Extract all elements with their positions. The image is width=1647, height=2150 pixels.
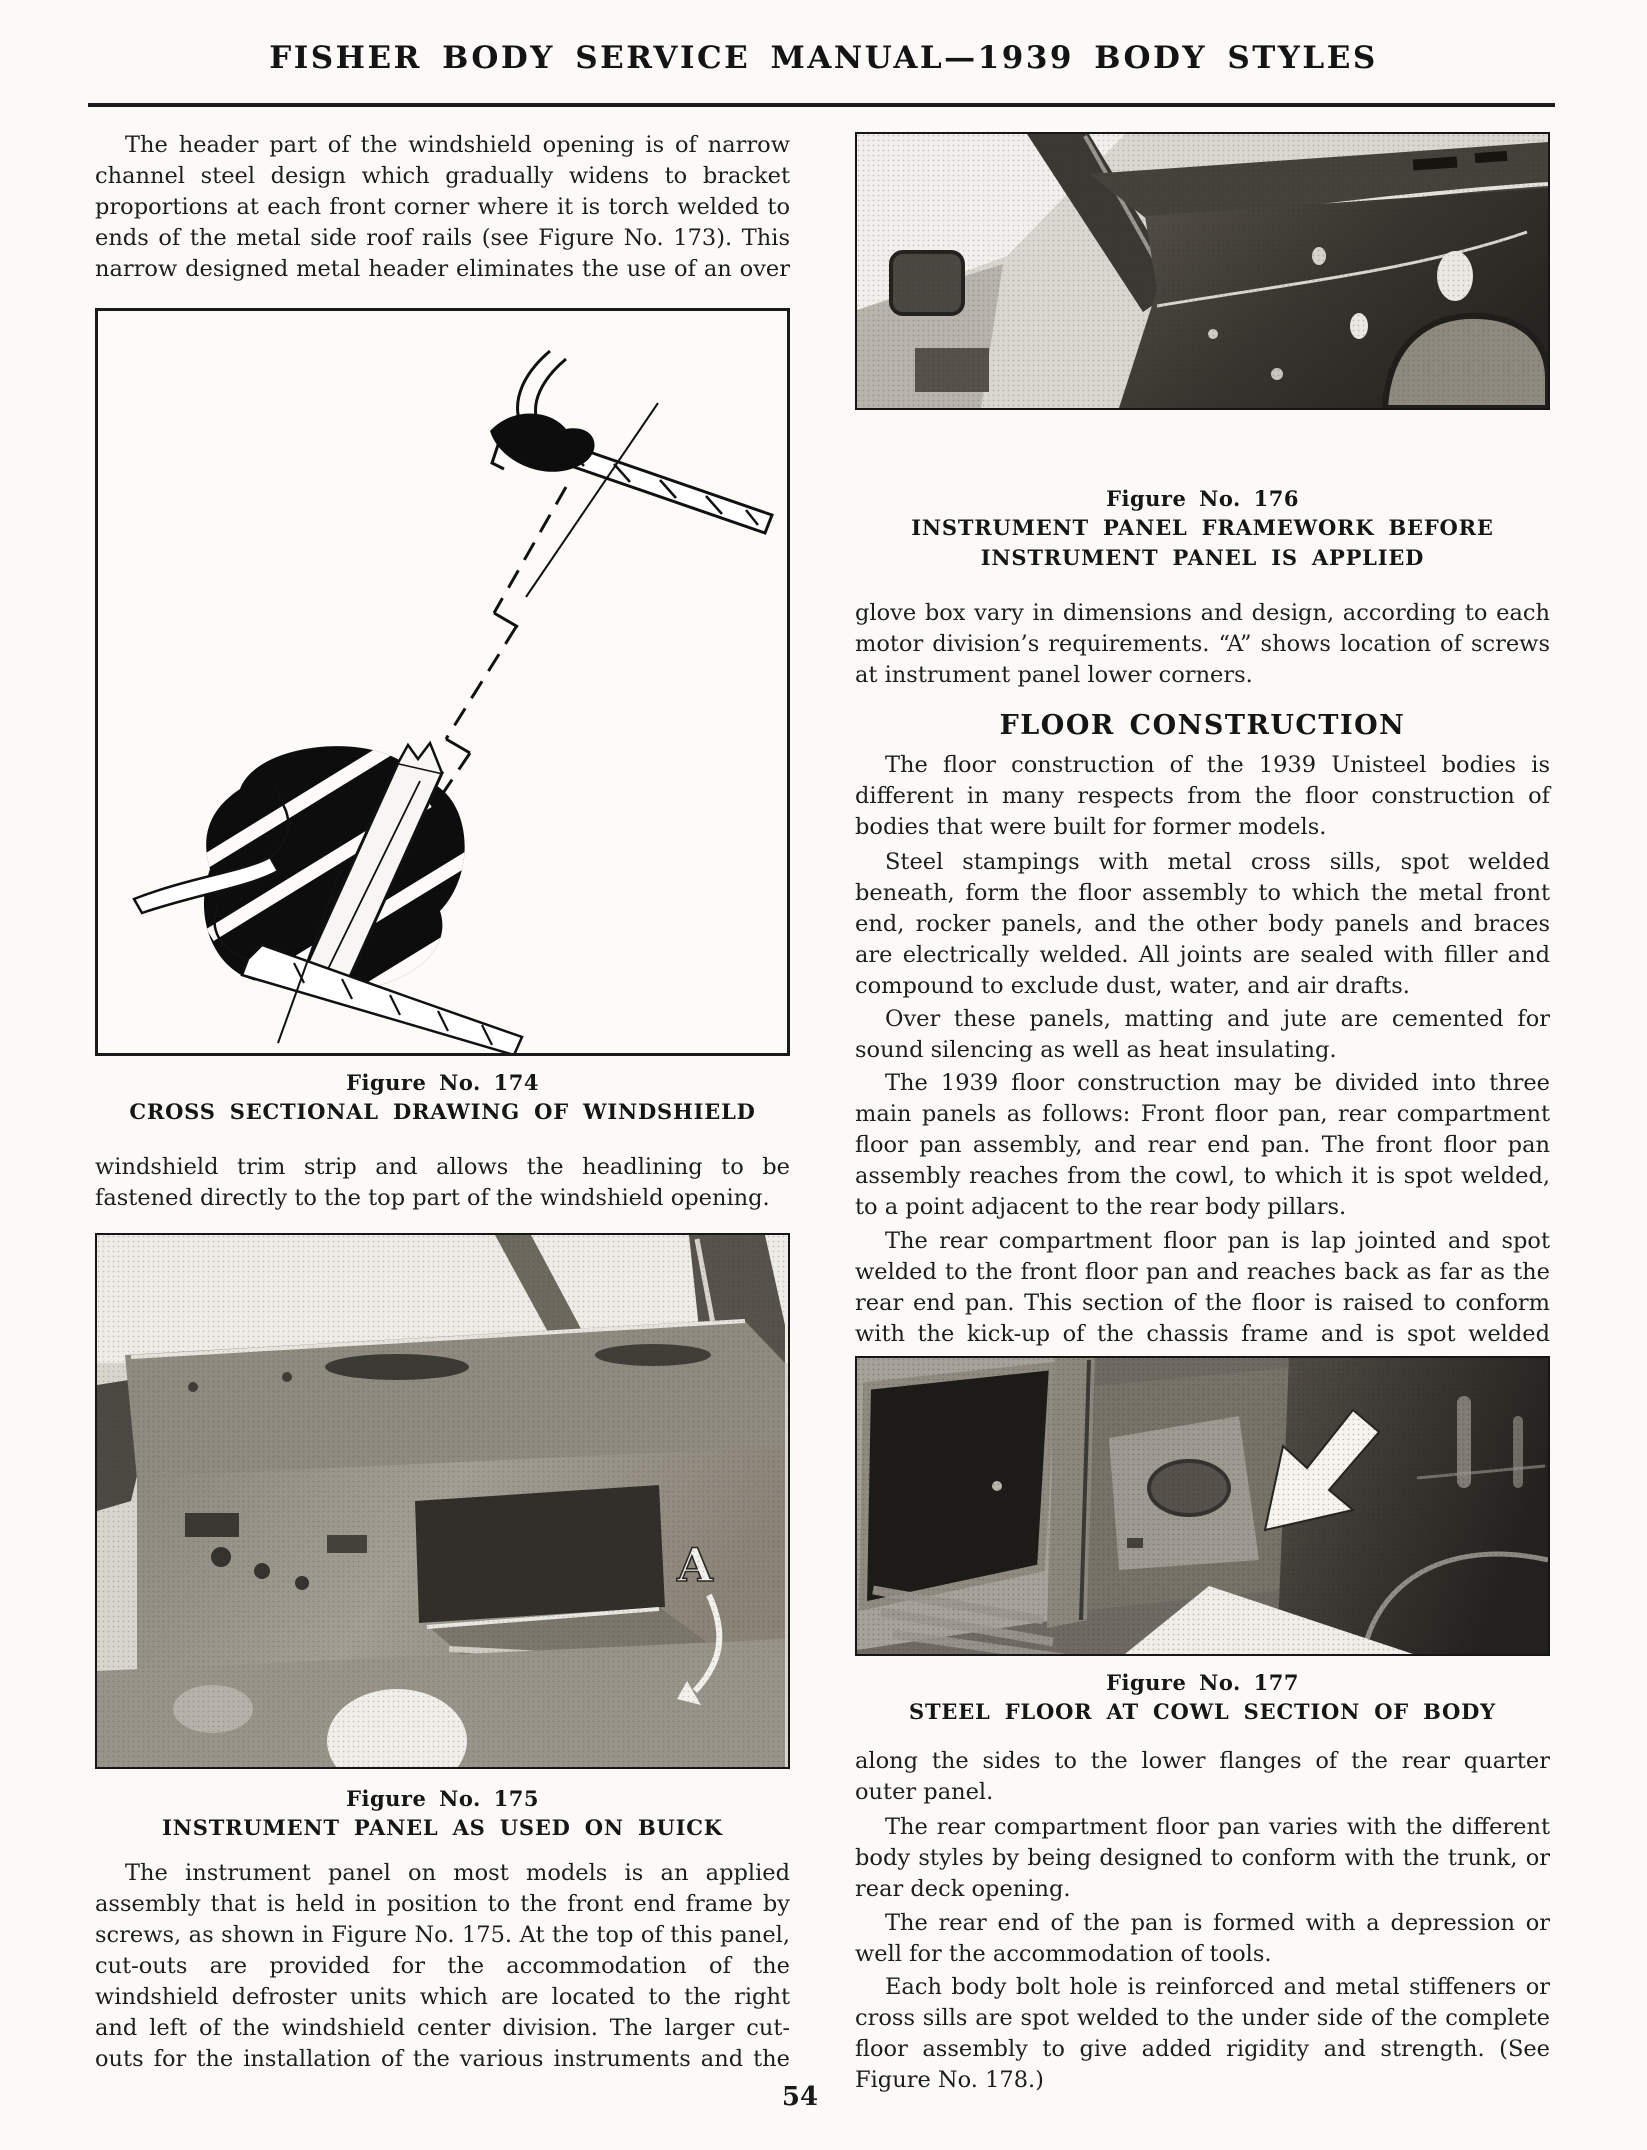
figure-174-caption <box>95 1068 790 1127</box>
paragraph-after-177-2: The rear compartment floor pan varies with the different body styles by being designed to conform with the trunk, or rear deck opening. <box>855 1814 1550 1902</box>
paragraph-instrument-panel: The instrument panel on most models is an applied assembly that is held in position to the front end frame by screws, as shown in Figure No. 175. At the top of this panel, cut-outs are provided for the accommodation of the windshield defroster units which are located to the right and left of the windshield center division. The larger cut-outs for the installation of the various instruments and the <box>95 1860 790 2072</box>
figure-175-image <box>95 1233 790 1769</box>
paragraph-floor-3: Over these panels, matting and jute are cemented for sound silencing as well as heat insulating. <box>855 1006 1550 1063</box>
page-number: 54 <box>781 2082 819 2112</box>
figure-177-caption <box>855 1668 1550 1727</box>
figure-177-title: STEEL FLOOR AT COWL SECTION OF BODY <box>909 1699 1496 1724</box>
instrument-panel-photo <box>97 1235 788 1767</box>
figure-177-number: Figure No. 177 <box>1106 1670 1299 1695</box>
figure-175-caption <box>95 1784 790 1843</box>
paragraph-floor-1: The floor construction of the 1939 Unisteel bodies is different in many respects from the floor construction of bodies that were built for former models. <box>855 752 1550 840</box>
figure-174-image <box>95 308 790 1056</box>
paragraph-floor-2: Steel stampings with metal cross sills, spot welded beneath, form the floor assembly to which the metal front end, rocker panels, and the other body panels and braces are electrically welded. All joints are sealed with filler and compound to exclude dust, water, and air drafts. <box>855 849 1550 999</box>
figure-175-title: INSTRUMENT PANEL AS USED ON BUICK <box>162 1815 723 1840</box>
paragraph-after-177-1: along the sides to the lower flanges of the rear quarter outer panel. <box>855 1748 1550 1805</box>
figure-176-caption <box>855 484 1550 573</box>
windshield-cross-section-drawing <box>98 311 787 1053</box>
figure-177-image <box>855 1356 1550 1656</box>
figure-176-title: INSTRUMENT PANEL FRAMEWORK BEFORE INSTRUMENT PANEL IS APPLIED <box>911 515 1494 570</box>
paragraph-after-177-4: Each body bolt hole is reinforced and metal stiffeners or cross sills are spot welded to the under side of the complete floor assembly to give added rigidity and strength. (See Figure No. 178.) <box>855 1974 1550 2093</box>
figure-176-number: Figure No. 176 <box>1106 486 1299 511</box>
paragraph-after-177-3: The rear end of the pan is formed with a depression or well for the accommodation of tools. <box>855 1910 1550 1967</box>
section-heading-floor-construction: FLOOR CONSTRUCTION <box>999 710 1406 741</box>
right-column <box>855 0 1550 2150</box>
steel-floor-photo <box>857 1358 1548 1654</box>
panel-framework-photo <box>857 134 1548 408</box>
paragraph-windshield-header: The header part of the windshield opening is of narrow channel steel design which gradually widens to bracket proportions at each front corner where it is torch welded to ends of the metal side roof rails (see Figure No. 173). This narrow designed metal header eliminates the use of an over <box>95 132 790 282</box>
page-title: FISHER BODY SERVICE MANUAL—1939 BODY STYLES <box>269 40 1378 76</box>
figure-175-number: Figure No. 175 <box>346 1786 539 1811</box>
paragraph-glove-box: glove box vary in dimensions and design, according to each motor division’s requirements. “A” shows location of screws at instrument panel lower corners. <box>855 600 1550 688</box>
paragraph-floor-5: The rear compartment floor pan is lap jointed and spot welded to the front floor pan and reaches back as far as the rear end pan. This section of the floor is raised to conform with the kick-up of the chassis frame and is spot welded <box>855 1228 1550 1347</box>
paragraph-floor-4: The 1939 floor construction may be divided into three main panels as follows: Front floor pan, rear compartment floor pan assembly, and rear end pan. The front floor pan assembly reaches from the cowl, to which it is spot welded, to a point adjacent to the rear body pillars. <box>855 1070 1550 1220</box>
figure-174-number: Figure No. 174 <box>346 1070 539 1095</box>
figure-176-image <box>855 132 1550 410</box>
paragraph-trim-strip: windshield trim strip and allows the headlining to be fastened directly to the top part of the windshield opening. <box>95 1154 790 1211</box>
figure-174-title: CROSS SECTIONAL DRAWING OF WINDSHIELD <box>129 1099 756 1124</box>
left-column <box>95 0 790 2150</box>
